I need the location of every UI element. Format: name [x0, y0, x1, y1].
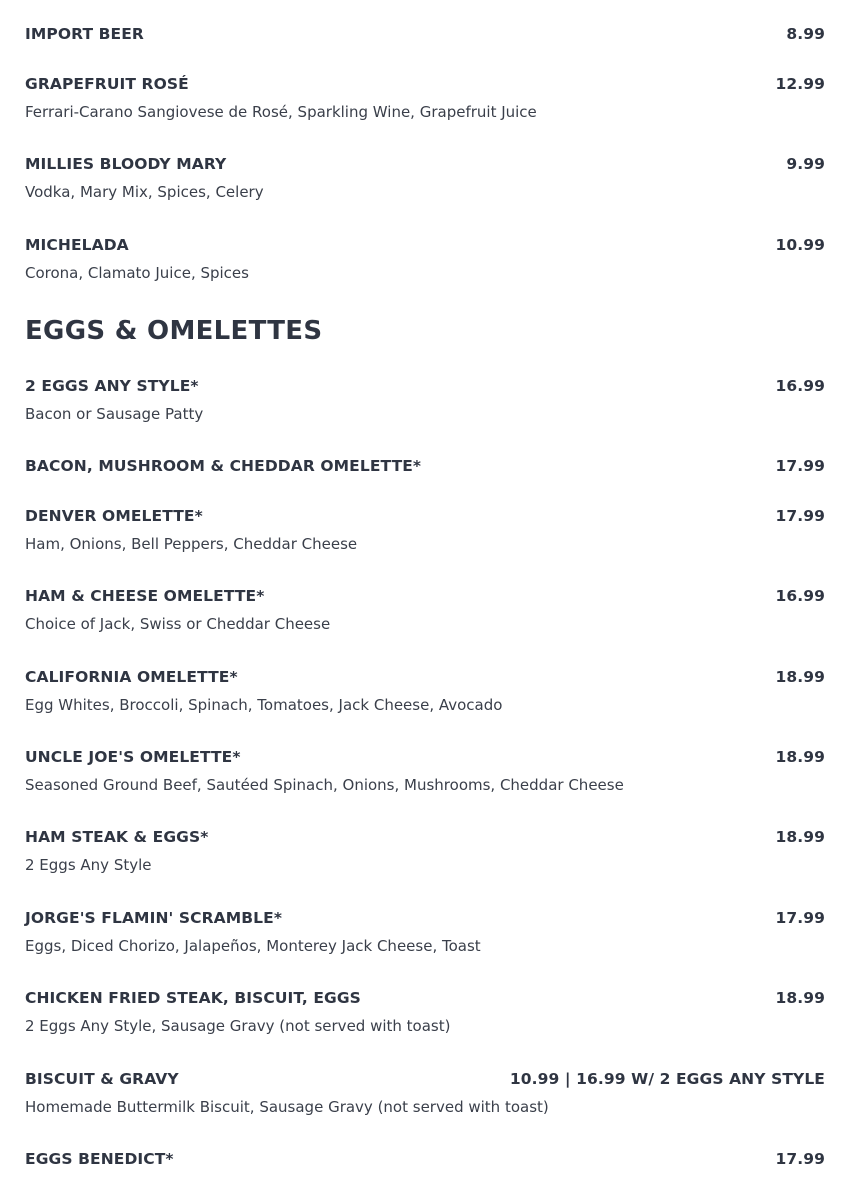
- menu-item: [25, 75, 825, 121]
- item-name: IMPORT BEER: [25, 25, 144, 43]
- item-price: 17.99: [775, 1150, 825, 1168]
- item-name: CALIFORNIA OMELETTE*: [25, 668, 238, 686]
- item-price: 10.99 | 16.99 W/ 2 EGGS ANY STYLE: [509, 1070, 825, 1088]
- menu-item: [25, 828, 825, 874]
- item-name: 2 EGGS ANY STYLE*: [25, 377, 199, 395]
- item-price: 9.99: [786, 155, 825, 173]
- item-name: GRAPEFRUIT ROSÉ: [25, 75, 189, 93]
- item-price: 10.99: [775, 236, 825, 254]
- menu-item: [25, 748, 825, 794]
- menu-item: [25, 909, 825, 955]
- item-description: Homemade Buttermilk Biscuit, Sausage Gravy (not served with toast): [25, 1098, 549, 1116]
- item-description: Ferrari-Carano Sangiovese de Rosé, Sparkling Wine, Grapefruit Juice: [25, 103, 537, 121]
- menu-item: [25, 236, 825, 282]
- item-description: Bacon or Sausage Patty: [25, 405, 204, 423]
- item-description: Egg Whites, Broccoli, Spinach, Tomatoes, Jack Cheese, Avocado: [25, 696, 503, 714]
- item-name: HAM STEAK & EGGS*: [25, 828, 209, 846]
- item-price: 8.99: [786, 25, 825, 43]
- menu-item: [25, 1150, 825, 1172]
- item-name: HAM & CHEESE OMELETTE*: [25, 587, 265, 605]
- item-name: EGGS BENEDICT*: [25, 1150, 174, 1168]
- item-name: MICHELADA: [25, 236, 129, 254]
- menu-item: [25, 25, 825, 47]
- menu-item: [25, 1070, 825, 1116]
- item-name: BACON, MUSHROOM & CHEDDAR OMELETTE*: [25, 457, 422, 475]
- item-name: BISCUIT & GRAVY: [25, 1070, 179, 1088]
- item-price: 16.99: [775, 377, 825, 395]
- menu-item: [25, 989, 825, 1035]
- item-description: 2 Eggs Any Style: [25, 856, 152, 874]
- item-price: 18.99: [775, 828, 825, 846]
- item-price: 18.99: [775, 668, 825, 686]
- item-description: Vodka, Mary Mix, Spices, Celery: [25, 183, 264, 201]
- item-price: 18.99: [775, 748, 825, 766]
- menu-item: [25, 668, 825, 714]
- item-price: 18.99: [775, 989, 825, 1007]
- item-name: MILLIES BLOODY MARY: [25, 155, 227, 173]
- section-title: EGGS & OMELETTES: [25, 316, 323, 346]
- menu-item: [25, 587, 825, 633]
- menu-item: [25, 507, 825, 553]
- menu-item: [25, 457, 825, 479]
- item-description: Choice of Jack, Swiss or Cheddar Cheese: [25, 615, 331, 633]
- item-description: 2 Eggs Any Style, Sausage Gravy (not served with toast): [25, 1017, 451, 1035]
- item-description: Corona, Clamato Juice, Spices: [25, 264, 249, 282]
- menu-item: [25, 155, 825, 201]
- item-price: 12.99: [775, 75, 825, 93]
- item-price: 17.99: [775, 507, 825, 525]
- item-price: 17.99: [775, 457, 825, 475]
- item-description: Ham, Onions, Bell Peppers, Cheddar Cheese: [25, 535, 358, 553]
- item-name: DENVER OMELETTE*: [25, 507, 203, 525]
- item-name: UNCLE JOE'S OMELETTE*: [25, 748, 241, 766]
- menu-item: [25, 377, 825, 423]
- item-price: 17.99: [775, 909, 825, 927]
- item-description: Eggs, Diced Chorizo, Jalapeños, Monterey Jack Cheese, Toast: [25, 937, 481, 955]
- item-price: 16.99: [775, 587, 825, 605]
- item-name: CHICKEN FRIED STEAK, BISCUIT, EGGS: [25, 989, 361, 1007]
- item-name: JORGE'S FLAMIN' SCRAMBLE*: [25, 909, 283, 927]
- item-description: Seasoned Ground Beef, Sautéed Spinach, Onions, Mushrooms, Cheddar Cheese: [25, 776, 624, 794]
